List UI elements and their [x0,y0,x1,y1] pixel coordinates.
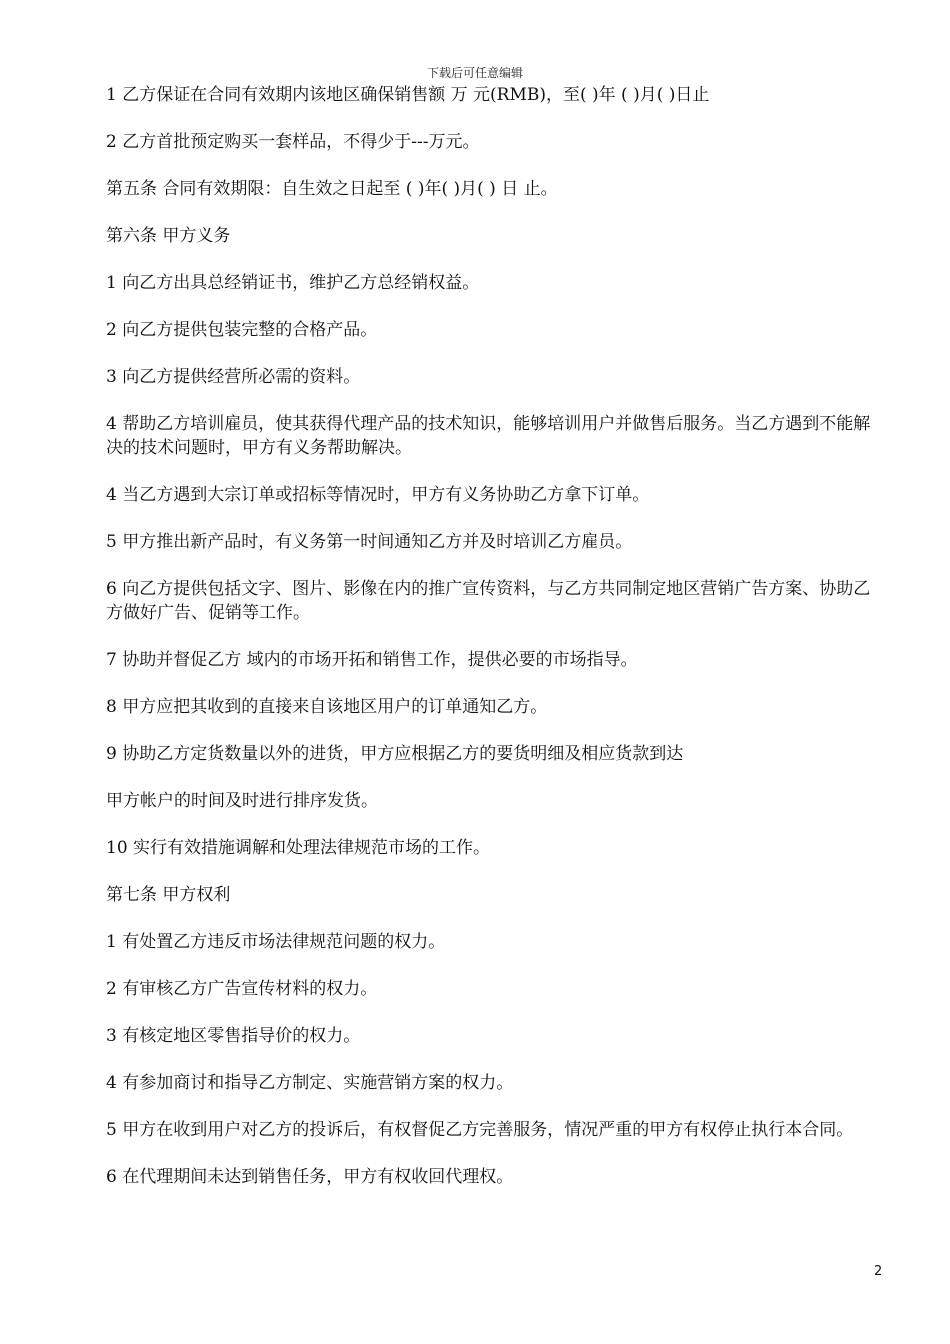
right-4: 4 有参加商讨和指导乙方制定、实施营销方案的权力。 [106,1073,514,1093]
obligation-4-training: 4 帮助乙方培训雇员，使其获得代理产品的技术知识，能够培训用户并做售后服务。当乙方遇到不能解决的技术问题时，甲方有义务帮助解决。 [106,414,871,458]
obligation-10: 10 实行有效措施调解和处理法律规范市场的工作。 [106,838,491,858]
paragraph-sales-guarantee: 1 乙方保证在合同有效期内该地区确保销售额 万 元(RMB)，至( )年 ( )月( )日止 [106,85,710,105]
right-1: 1 有处置乙方违反市场法律规范问题的权力。 [106,932,446,952]
obligation-9-continued: 甲方帐户的时间及时进行排序发货。 [106,791,378,811]
obligation-3: 3 向乙方提供经营所必需的资料。 [106,367,361,387]
obligation-5: 5 甲方推出新产品时，有义务第一时间通知乙方并及时培训乙方雇员。 [106,532,633,552]
download-editable-note: 下载后可任意编辑 [426,66,523,80]
right-5: 5 甲方在收到用户对乙方的投诉后，有权督促乙方完善服务，情况严重的甲方有权停止执行本合同。 [106,1120,854,1140]
obligation-1: 1 向乙方出具总经销证书，维护乙方总经销权益。 [106,273,480,293]
right-3: 3 有核定地区零售指导价的权力。 [106,1026,361,1046]
page-number: 2 [874,1264,883,1279]
article-7-heading: 第七条 甲方权利 [106,885,231,905]
obligation-8: 8 甲方应把其收到的直接来自该地区用户的订单通知乙方。 [106,697,548,717]
obligation-9: 9 协助乙方定货数量以外的进货，甲方应根据乙方的要货明细及相应货款到达 [106,744,684,764]
paragraph-first-sample-order: 2 乙方首批预定购买一套样品，不得少于---万元。 [106,132,480,152]
obligation-7: 7 协助并督促乙方 域内的市场开拓和销售工作，提供必要的市场指导。 [106,650,638,670]
obligation-4-large-orders: 4 当乙方遇到大宗订单或招标等情况时，甲方有义务协助乙方拿下订单。 [106,485,650,505]
obligation-6: 6 向乙方提供包括文字、图片、影像在内的推广宣传资料，与乙方共同制定地区营销广告方案、协助乙方做好广告、促销等工作。 [106,579,871,623]
article-6-heading: 第六条 甲方义务 [106,226,231,246]
right-6: 6 在代理期间未达到销售任务，甲方有权收回代理权。 [106,1167,514,1187]
contract-body [106,83,876,1189]
article-5-validity-period: 第五条 合同有效期限：自生效之日起至 ( )年( )月( ) 日 止。 [106,179,558,199]
obligation-2: 2 向乙方提供包装完整的合格产品。 [106,320,378,340]
right-2: 2 有审核乙方广告宣传材料的权力。 [106,979,378,999]
